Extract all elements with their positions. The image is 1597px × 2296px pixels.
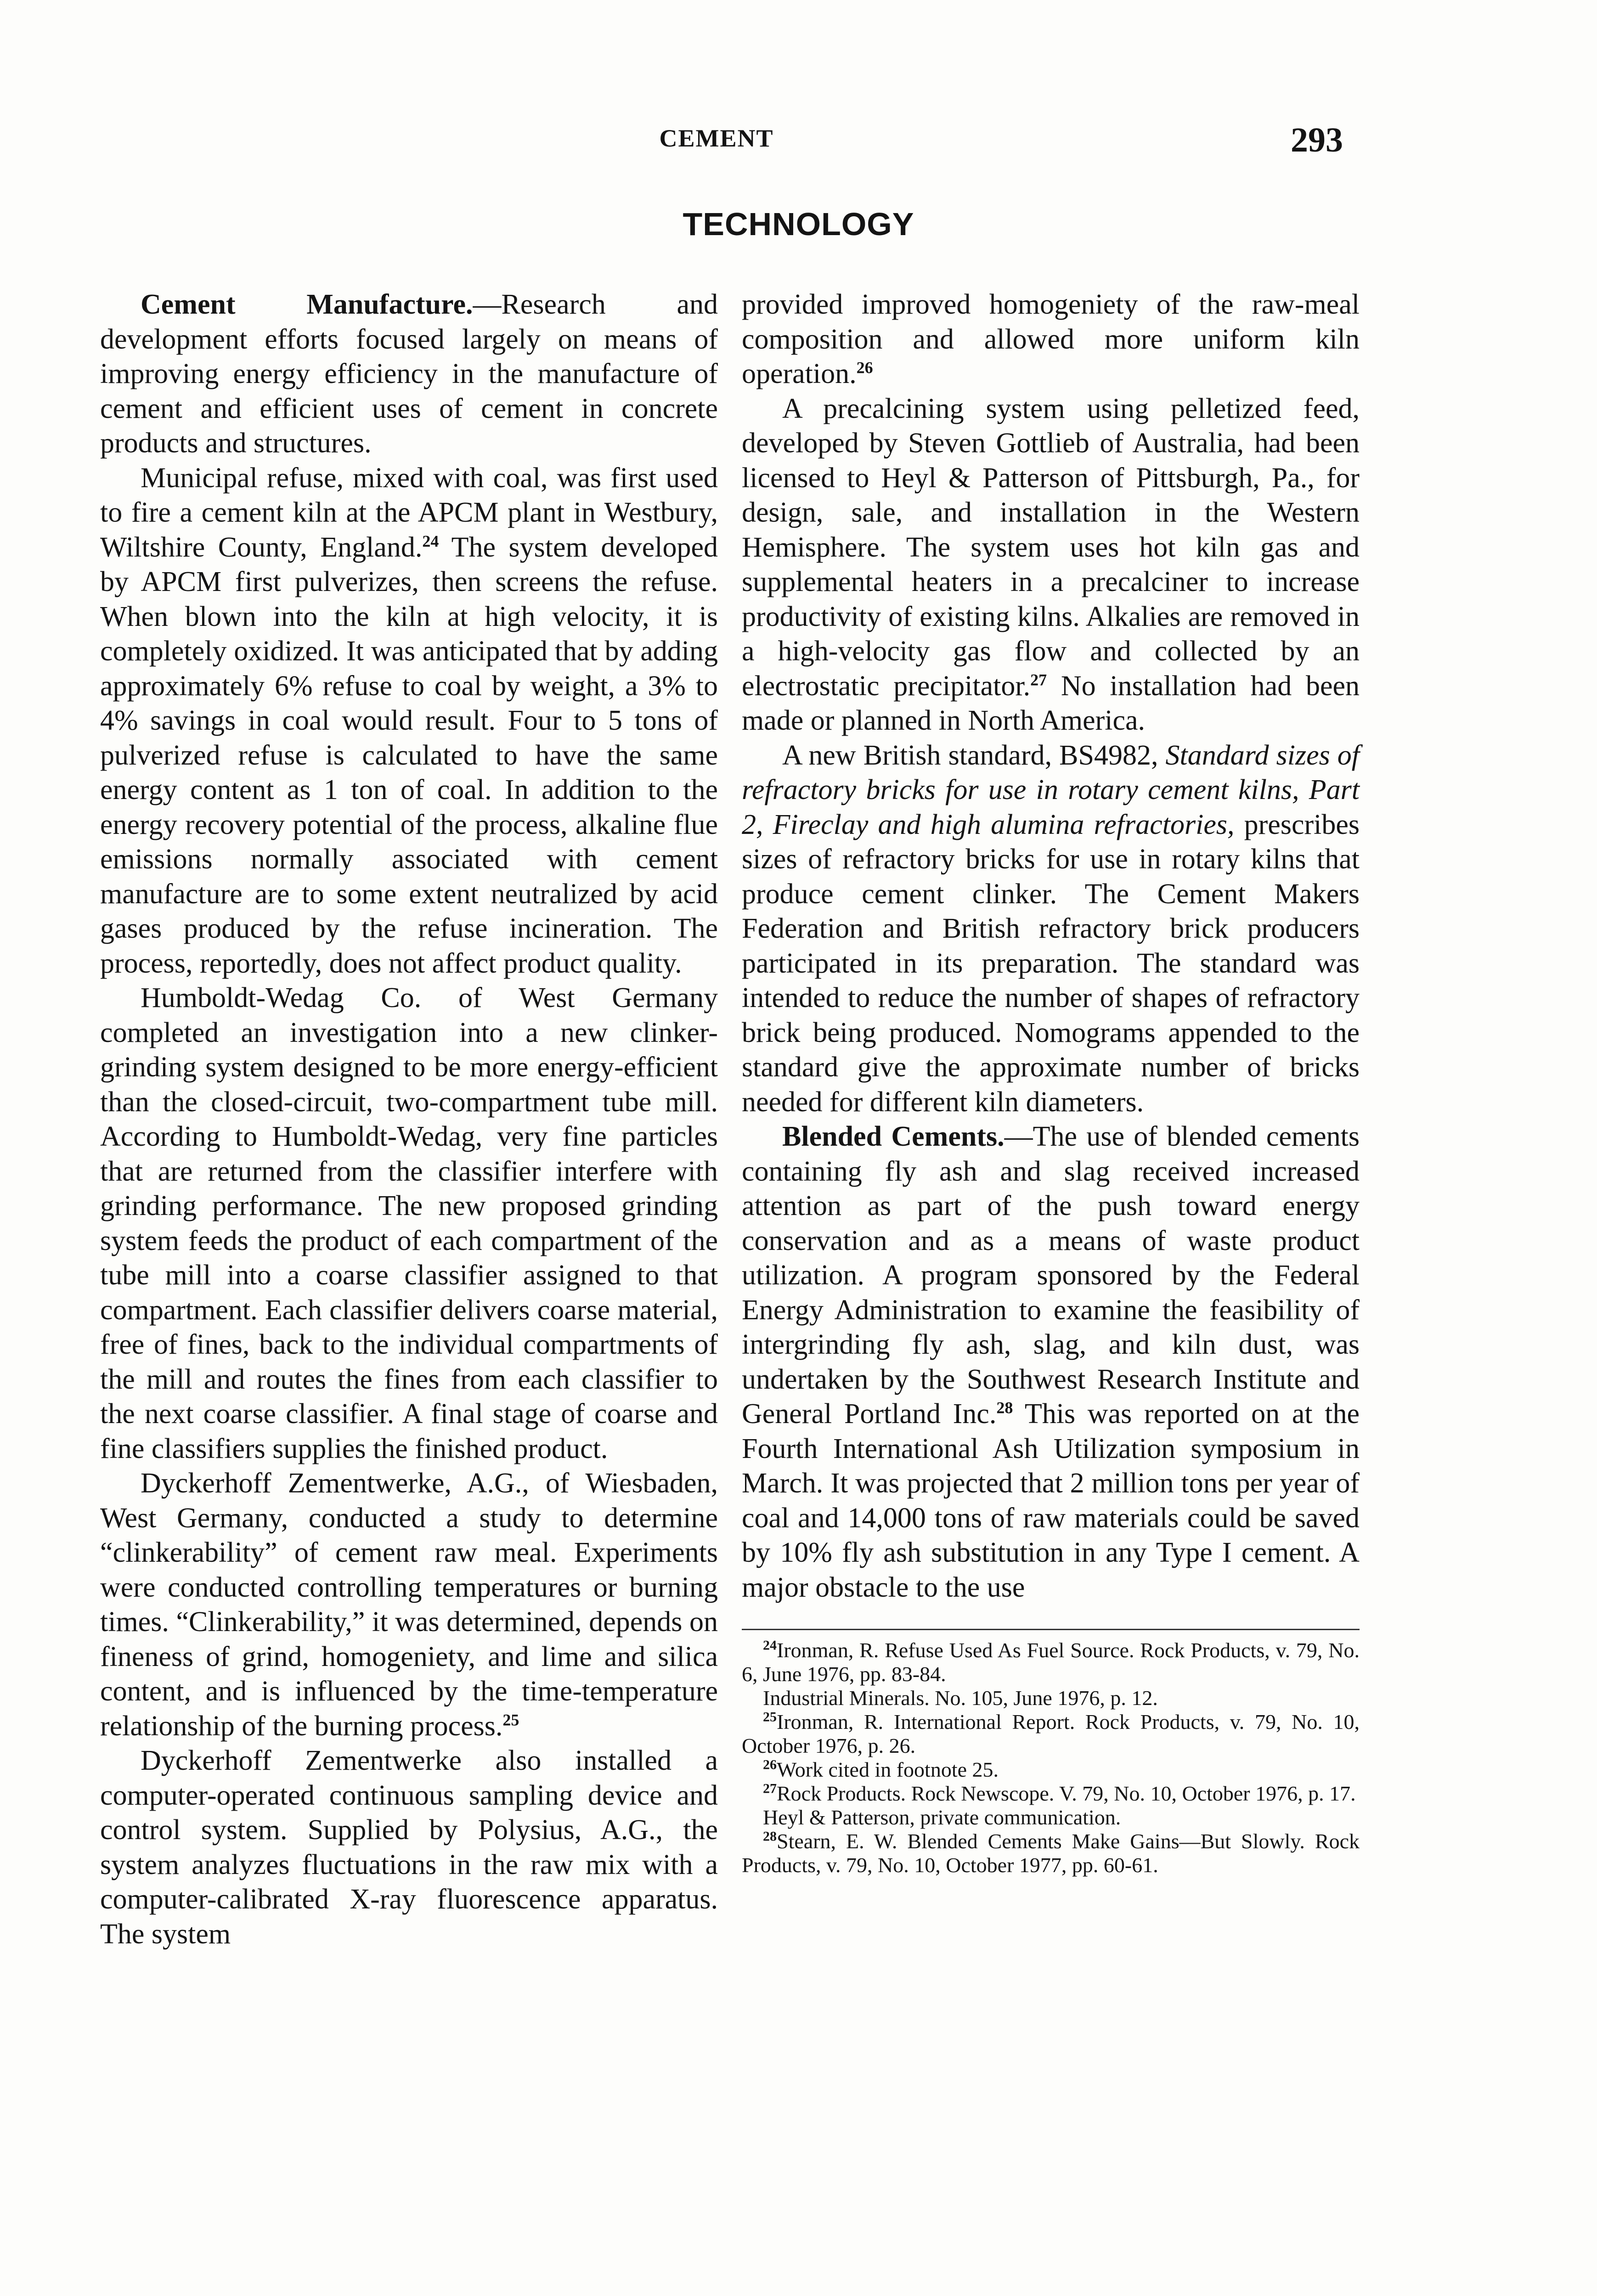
paragraph-text: Municipal refuse, mixed with coal, was first used to fire a cement kiln at the APCM plant in Westbury, Wiltshire County, England. — [100, 462, 718, 563]
footnotes — [742, 1629, 1360, 1877]
paragraph-text: A precalcining system using pelletized feed, developed by Steven Gottlieb of Australia, had been licensed to Heyl & Patterson of Pittsburgh, Pa., for design, sale, and installation in the Western Hemisphere. The system uses hot kiln gas and supplemental heaters in a precalciner to increase productivity of existing kilns. Alkalies are removed in a high-velocity gas flow and collected by an electrostatic precipitator. — [742, 393, 1360, 702]
footnote-ref: 25 — [502, 1710, 519, 1729]
paragraph-municipal-refuse — [100, 461, 718, 981]
run-in-heading-cement-manufacture: Cement Manufacture. — [141, 289, 473, 320]
paragraph-text: No installation had been made or planned in North America. — [742, 670, 1360, 736]
footnote — [742, 1782, 1360, 1806]
paragraph-continued — [742, 287, 1360, 392]
footnote-text: Rock Products. Rock Newscope. V. 79, No. 10, October 1976, p. 17. — [777, 1782, 1356, 1805]
paragraph-text: Humboldt-Wedag Co. of West Germany completed an investigation into a new clinker-grinding system designed to be more energy-efficient than the closed-circuit, two-compartment tube mill. According to Humboldt-Wedag, very fine particles that are returned from the classifier interfere with grinding performance. The new proposed grinding system feeds the product of each compartment of the tube mill into a coarse classifier assigned to that compartment. Each classifier delivers coarse material, free of fines, back to the individual compartments of the mill and routes the fines from each classifier to the next coarse classifier. A final stage of coarse and fine classifiers supplies the finished product. — [100, 982, 718, 1464]
footnote — [742, 1758, 1360, 1782]
footnote-number: 28 — [763, 1829, 777, 1844]
paragraph-blended-cements — [742, 1120, 1360, 1605]
section-heading: TECHNOLOGY — [683, 206, 914, 242]
page-number: 293 — [1291, 121, 1343, 159]
footnote-number: 26 — [763, 1757, 777, 1773]
footnote — [742, 1686, 1360, 1710]
paragraph-humboldt-wedag — [100, 981, 718, 1466]
footnote-number: 27 — [763, 1781, 777, 1796]
footnote-text: Work cited in footnote 25. — [777, 1758, 999, 1781]
footnote — [742, 1710, 1360, 1758]
footnote — [742, 1806, 1360, 1829]
paragraph-dyckerhoff-study — [100, 1466, 718, 1744]
footnote-ref: 27 — [1030, 670, 1047, 689]
paragraph-dyckerhoff-system — [100, 1744, 718, 1952]
paragraph-cement-manufacture — [100, 287, 718, 461]
paragraph-text: The system developed by APCM first pulverizes, then screens the refuse. When blown into the kiln at high velocity, it is completely oxidized. It was anticipated that by adding approximately 6% refuse to coal by weight, a 3% to 4% savings in coal would result. Four to 5 tons of pulverized refuse is calculated to have the same energy content as 1 ton of coal. In addition to the energy recovery potential of the process, alkaline flue emissions normally associated with cement manufacture are to some extent neutralized by acid gases produced by the refuse incineration. The process, reportedly, does not affect product quality. — [100, 531, 718, 979]
footnote-ref: 28 — [996, 1398, 1013, 1417]
paragraph-text: A new British standard, BS4982, — [782, 739, 1166, 771]
running-title: CEMENT — [659, 124, 774, 152]
footnote-text: Industrial Minerals. No. 105, June 1976, p. 12. — [763, 1686, 1158, 1710]
paragraph-precalcining — [742, 392, 1360, 738]
standard-title: Standard sizes of refractory bricks for use in rotary cement kilns, Part 2, Fireclay and high alumina refractories, — [742, 739, 1360, 840]
right-column — [742, 287, 1360, 1877]
footnote — [742, 1829, 1360, 1877]
footnote-ref: 26 — [856, 358, 873, 377]
footnote-text: Heyl & Patterson, private communication. — [763, 1806, 1121, 1829]
footnote-text: Ironman, R. International Report. Rock Products, v. 79, No. 10, October 1976, p. 26. — [742, 1710, 1360, 1757]
paragraph-text: Dyckerhoff Zementwerke, A.G., of Wiesbaden, West Germany, conducted a study to determine “clinkerability” of cement raw meal. Experiments were conducted controlling temperatures or burning times. “Clinkerability,” it was determined, depends on fineness of grind, homogeniety, and lime and silica content, and is influenced by the time-temperature relationship of the burning process. — [100, 1468, 718, 1742]
left-column — [100, 287, 718, 1952]
footnote-number: 24 — [763, 1638, 777, 1653]
footnote-ref: 24 — [422, 531, 439, 550]
running-head — [0, 120, 1597, 162]
paragraph-british-standard — [742, 738, 1360, 1120]
footnote-text: Ironman, R. Refuse Used As Fuel Source. Rock Products, v. 79, No. 6, June 1976, pp. 83-84. — [742, 1638, 1360, 1686]
paragraph-text: This was reported on at the Fourth International Ash Utilization symposium in March. It was projected that 2 million tons per year of coal and 14,000 tons of raw materials could be saved by 10% fly ash substitution in any Type I cement. A major obstacle to the use — [742, 1398, 1360, 1603]
run-in-heading-blended-cements: Blended Cements. — [782, 1121, 1004, 1152]
footnote-number: 25 — [763, 1709, 777, 1725]
paragraph-text: prescribes sizes of refractory bricks for use in rotary kilns that produce cement clinker. The Cement Makers Federation and British refractory brick producers participated in its preparation. The standard was intended to reduce the number of shapes of refractory brick being produced. Nomograms appended to the standard give the approximate number of bricks needed for different kiln diameters. — [742, 809, 1360, 1118]
paragraph-text: provided improved homogeniety of the raw-meal composition and allowed more uniform kiln operation. — [742, 289, 1360, 389]
paragraph-text: Dyckerhoff Zementwerke also installed a computer-operated continuous sampling device and control system. Supplied by Polysius, A.G., the system analyzes fluctuations in the raw mix with a computer-calibrated X-ray fluorescence apparatus. The system — [100, 1745, 718, 1950]
paragraph-text: —The use of blended cements containing fly ash and slag received increased attention as part of the push toward energy conservation and as a means of waste product utilization. A program sponsored by the Federal Energy Administration to examine the feasibility of intergrinding fly ash, slag, and kiln dust, was undertaken by the Southwest Research Institute and General Portland Inc. — [742, 1121, 1360, 1429]
footnote — [742, 1638, 1360, 1686]
paragraph-text: —Research and development efforts focused largely on means of improving energy efficiency in the manufacture of cement and efficient uses of cement in concrete products and structures. — [100, 289, 718, 459]
footnote-text: Stearn, E. W. Blended Cements Make Gains—But Slowly. Rock Products, v. 79, No. 10, October 1977, pp. 60-61. — [742, 1829, 1360, 1877]
